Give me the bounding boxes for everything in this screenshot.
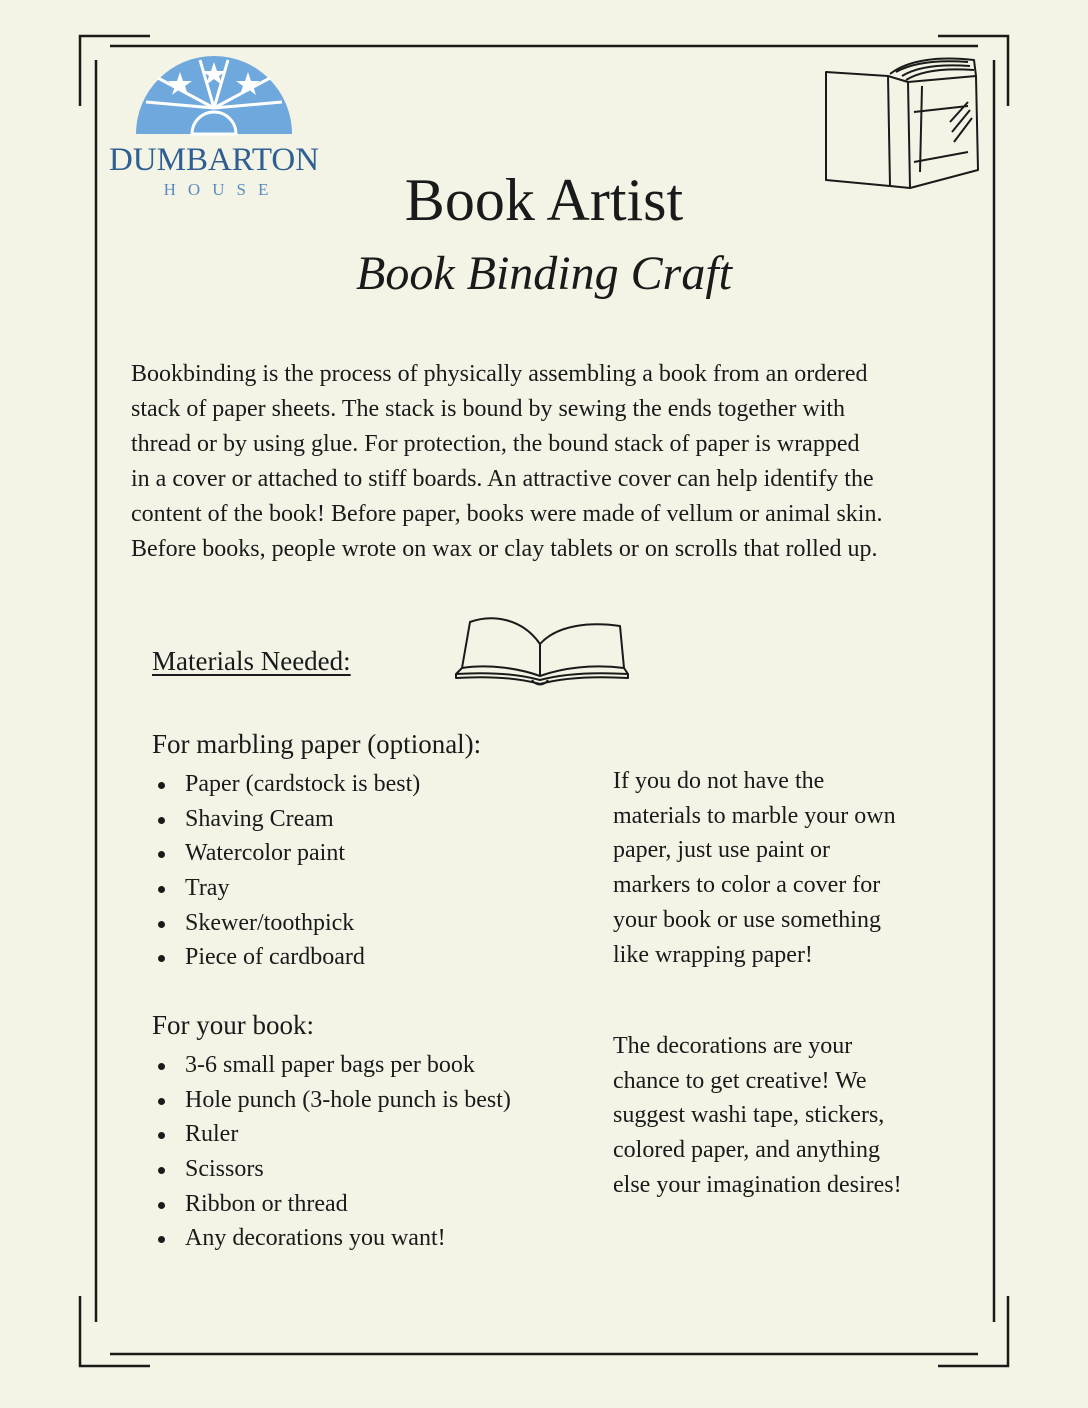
page-subtitle: Book Binding Craft <box>356 247 732 300</box>
marbling-list <box>152 767 420 975</box>
intro-line: in a cover or attached to stiff boards. An attractive cover can help identify the <box>131 466 874 492</box>
book-heading: For your book: <box>152 1010 314 1040</box>
intro-line: thread or by using glue. For protection, the bound stack of paper is wrapped <box>131 431 860 457</box>
list-item: Shaving Cream <box>152 802 420 837</box>
list-item: Skewer/toothpick <box>152 906 420 941</box>
intro-line: Bookbinding is the process of physically assembling a book from an ordered <box>131 361 868 387</box>
note-line: The decorations are your <box>613 1033 853 1059</box>
note-line: paper, just use paint or <box>613 837 830 864</box>
open-book-icon <box>452 614 632 686</box>
list-item: Piece of cardboard <box>152 940 420 975</box>
intro-paragraph <box>131 357 961 567</box>
note-line: your book or use something <box>613 906 881 933</box>
decorations-note <box>613 1029 943 1203</box>
list-item: Scissors <box>152 1152 511 1187</box>
note-line: suggest washi tape, stickers, <box>613 1102 885 1129</box>
note-line: else your imagination desires! <box>613 1171 902 1198</box>
note-line: like wrapping paper! <box>613 941 813 968</box>
intro-line: content of the book! Before paper, books were made of vellum or animal skin. <box>131 501 883 527</box>
materials-heading: Materials Needed: <box>152 646 351 676</box>
list-item: 3-6 small paper bags per book <box>152 1048 511 1083</box>
list-item: Ribbon or thread <box>152 1187 511 1222</box>
page-title: Book Artist <box>404 167 684 233</box>
list-item: Ruler <box>152 1117 511 1152</box>
list-item: Watercolor paint <box>152 836 420 871</box>
logo-wordmark: DUMBARTON <box>108 142 320 178</box>
note-line: If you do not have the <box>613 768 825 794</box>
logo-subtitle: HOUSE <box>163 180 281 199</box>
list-item: Paper (cardstock is best) <box>152 767 420 802</box>
intro-line: Before books, people wrote on wax or clay tablets or on scrolls that rolled up. <box>131 536 878 562</box>
book-list <box>152 1048 511 1256</box>
list-item: Any decorations you want! <box>152 1221 511 1256</box>
note-line: markers to color a cover for <box>613 872 881 899</box>
list-item: Hole punch (3-hole punch is best) <box>152 1083 511 1118</box>
fan-window-icon <box>96 56 332 146</box>
marbling-alternative-note <box>613 764 943 972</box>
note-line: materials to marble your own <box>613 802 896 829</box>
note-line: chance to get creative! We <box>613 1067 867 1094</box>
marbling-heading: For marbling paper (optional): <box>152 729 482 759</box>
note-line: colored paper, and anything <box>613 1137 880 1164</box>
intro-line: stack of paper sheets. The stack is bound by sewing the ends together with <box>131 396 846 422</box>
list-item: Tray <box>152 871 420 906</box>
